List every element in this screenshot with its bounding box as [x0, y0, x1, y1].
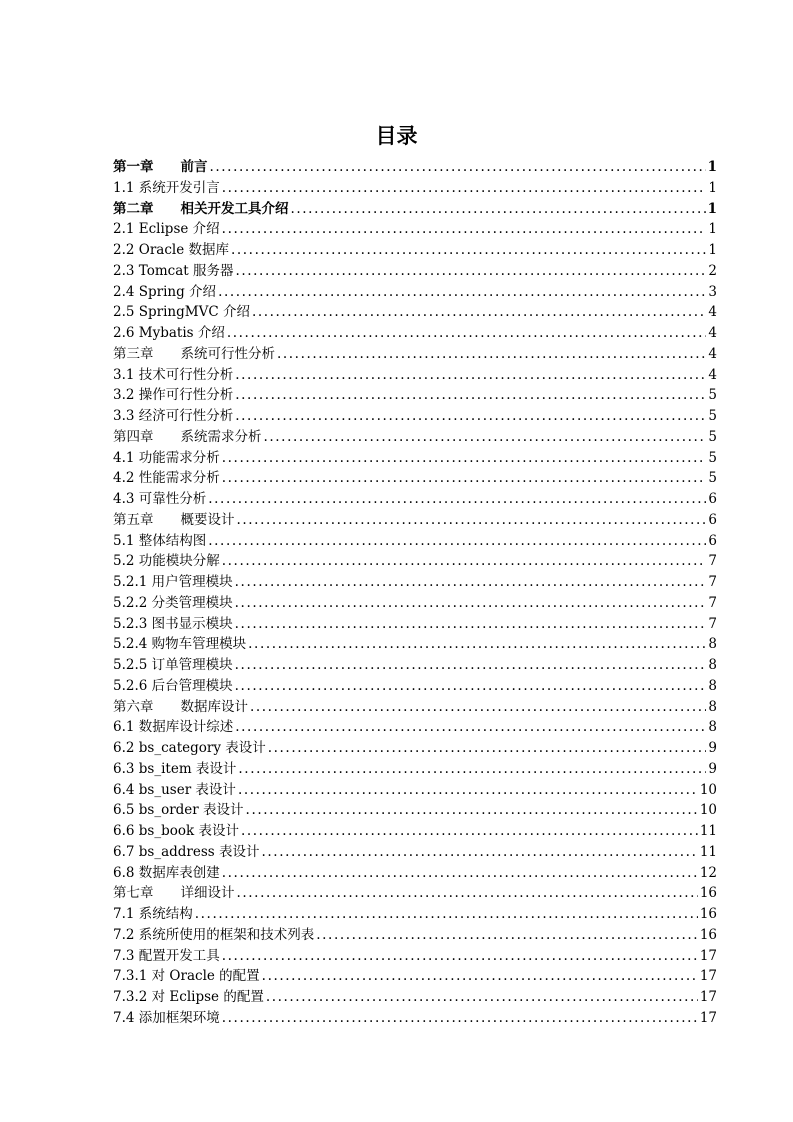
toc-dot-leader — [231, 240, 706, 261]
toc-entry-label: 7.1 系统结构 — [113, 906, 193, 922]
toc-dot-leader — [235, 385, 706, 406]
toc-entry-label: 第一章 前言 — [113, 159, 208, 175]
toc-dot-leader — [208, 489, 706, 510]
toc-entry[interactable] — [113, 199, 717, 220]
toc-entry-label: 5.1 整体结构图 — [113, 532, 207, 549]
toc-dot-leader — [266, 987, 698, 1008]
toc-dot-leader — [218, 282, 706, 303]
toc-dot-leader — [237, 510, 707, 531]
toc-dot-leader — [227, 323, 707, 344]
toc-entry-page: 8 — [708, 698, 717, 715]
toc-dot-leader — [238, 780, 698, 801]
toc-dot-leader — [277, 344, 706, 365]
toc-entry[interactable] — [113, 1008, 717, 1029]
toc-entry-label: 5.2.3 图书显示模块 — [113, 615, 233, 632]
toc-dot-leader — [264, 427, 707, 448]
toc-entry-page: 5 — [708, 408, 717, 424]
toc-entry-page: 5 — [708, 387, 717, 404]
toc-entry[interactable] — [113, 427, 717, 448]
toc-entry[interactable] — [113, 676, 717, 697]
toc-entry-label: 2.6 Mybatis 介绍 — [113, 325, 225, 341]
toc-dot-leader — [238, 759, 706, 780]
toc-dot-leader — [222, 1008, 698, 1029]
toc-entry-label: 4.1 功能需求分析 — [113, 449, 220, 466]
toc-entry-label: 4.3 可靠性分析 — [113, 491, 207, 507]
toc-entry-label: 2.4 Spring 介绍 — [113, 283, 217, 300]
toc-dot-leader — [268, 738, 707, 759]
toc-entry-label: 5.2.4 购物车管理模块 — [113, 636, 247, 653]
toc-entry-page: 7 — [708, 574, 717, 590]
toc-dot-leader — [235, 593, 707, 614]
toc-dot-leader — [222, 178, 707, 199]
toc-entry[interactable] — [113, 634, 717, 655]
toc-entry-page: 12 — [699, 864, 717, 881]
toc-entry-label: 第六章 数据库设计 — [113, 698, 248, 715]
toc-entry-label: 2.2 Oracle 数据库 — [113, 242, 229, 258]
toc-dot-leader — [235, 614, 707, 635]
toc-entry[interactable] — [113, 385, 717, 406]
toc-dot-leader — [208, 531, 706, 552]
toc-dot-leader — [235, 261, 706, 282]
toc-entry-label: 6.2 bs_category 表设计 — [113, 740, 266, 756]
toc-entry-page: 6 — [708, 511, 717, 528]
toc-entry[interactable] — [113, 987, 717, 1008]
toc-entry[interactable] — [113, 448, 717, 469]
toc-entry-label: 2.5 SpringMVC 介绍 — [113, 304, 250, 321]
toc-dot-leader — [316, 925, 698, 946]
toc-dot-leader — [262, 842, 698, 863]
toc-entry[interactable] — [113, 863, 717, 884]
toc-entry-label: 6.7 bs_address 表设计 — [113, 843, 260, 860]
toc-dot-leader — [222, 946, 698, 967]
toc-entry[interactable] — [113, 759, 717, 780]
toc-entry-label: 5.2.2 分类管理模块 — [113, 594, 233, 611]
toc-entry-page: 17 — [699, 1009, 717, 1026]
toc-entry[interactable] — [113, 551, 717, 572]
toc-entry-page: 17 — [699, 989, 717, 1005]
toc-entry-label: 4.2 性能需求分析 — [113, 470, 220, 487]
toc-entry-label: 1.1 系统开发引言 — [113, 179, 220, 196]
toc-entry-page: 7 — [708, 594, 717, 611]
toc-title: 目录 — [375, 124, 418, 148]
toc-entry[interactable] — [113, 697, 717, 718]
toc-entry-label: 5.2.6 后台管理模块 — [113, 677, 233, 694]
toc-entry[interactable] — [113, 572, 717, 593]
toc-entry-label: 3.1 技术可行性分析 — [113, 366, 234, 383]
toc-dot-leader — [250, 697, 706, 718]
toc-dot-leader — [248, 634, 706, 655]
toc-entry-label: 5.2.1 用户管理模块 — [113, 574, 233, 590]
toc-entry-page: 16 — [699, 885, 717, 902]
toc-entry-label: 7.3.2 对 Eclipse 的配置 — [113, 989, 264, 1005]
toc-dot-leader — [291, 199, 706, 220]
toc-entry-label: 6.8 数据库表创建 — [113, 864, 220, 881]
toc-dot-leader — [235, 572, 707, 593]
toc-dot-leader — [235, 655, 707, 676]
toc-entry[interactable] — [113, 655, 717, 676]
toc-entry-page: 1 — [707, 159, 717, 175]
toc-entry-label: 3.3 经济可行性分析 — [113, 408, 234, 424]
toc-entry-page: 8 — [708, 719, 717, 736]
toc-dot-leader — [241, 821, 698, 842]
toc-entry-label: 6.4 bs_user 表设计 — [113, 781, 236, 798]
toc-entry-label: 第二章 相关开发工具介绍 — [113, 200, 289, 217]
toc-entry-page: 7 — [708, 615, 717, 632]
toc-entry[interactable] — [113, 406, 717, 427]
toc-entry[interactable] — [113, 302, 717, 323]
toc-entry-page: 16 — [699, 906, 717, 922]
toc-entry[interactable] — [113, 966, 717, 987]
toc-entry-page: 4 — [708, 304, 717, 321]
toc-entry-page: 17 — [699, 947, 717, 964]
toc-entry[interactable] — [113, 738, 717, 759]
toc-entry[interactable] — [113, 489, 717, 510]
toc-entry-page: 6 — [708, 532, 717, 549]
toc-dot-leader — [235, 406, 706, 427]
toc-entry-page: 1 — [708, 221, 717, 238]
toc-entry[interactable] — [113, 510, 717, 531]
toc-entry[interactable] — [113, 946, 717, 967]
toc-entry-label: 2.3 Tomcat 服务器 — [113, 262, 234, 279]
toc-entry[interactable] — [113, 821, 717, 842]
toc-entry[interactable] — [113, 780, 717, 801]
toc-entry-page: 9 — [708, 740, 717, 756]
toc-dot-leader — [222, 448, 707, 469]
toc-entry-page: 4 — [708, 325, 717, 341]
toc-entry-label: 2.1 Eclipse 介绍 — [113, 221, 220, 238]
toc-entry-page: 10 — [699, 781, 717, 798]
toc-entry-label: 7.3.1 对 Oracle 的配置 — [113, 968, 260, 985]
toc-entry-label: 5.2.5 订单管理模块 — [113, 657, 233, 673]
toc-dot-leader — [246, 800, 698, 821]
toc-entry-page: 5 — [708, 470, 717, 487]
toc-entry-label: 7.2 系统所使用的框架和技术列表 — [113, 926, 315, 943]
toc-entry[interactable] — [113, 282, 717, 303]
toc-entry[interactable] — [113, 883, 717, 904]
toc-entry-page: 9 — [708, 760, 717, 777]
toc-entry-label: 第三章 系统可行性分析 — [113, 345, 275, 362]
toc-dot-leader — [222, 219, 707, 240]
toc-entry-page: 8 — [708, 657, 717, 673]
toc-entry[interactable] — [113, 904, 717, 925]
toc-entry-page: 2 — [708, 262, 717, 279]
toc-entry-page: 1 — [707, 200, 717, 217]
toc-entry[interactable] — [113, 261, 717, 282]
toc-entry[interactable] — [113, 178, 717, 199]
toc-entry-page: 16 — [699, 926, 717, 943]
toc-dot-leader — [252, 302, 706, 323]
toc-entry[interactable] — [113, 157, 717, 178]
toc-entry-page: 10 — [699, 802, 717, 819]
toc-entry-label: 7.4 添加框架环境 — [113, 1009, 220, 1026]
toc-entry-label: 6.1 数据库设计综述 — [113, 719, 234, 736]
toc-entry[interactable] — [113, 323, 717, 344]
toc-entry-label: 6.5 bs_order 表设计 — [113, 802, 244, 819]
toc-entry-page: 6 — [708, 491, 717, 507]
toc-entry-label: 7.3 配置开发工具 — [113, 947, 220, 964]
toc-entry[interactable] — [113, 531, 717, 552]
toc-dot-leader — [222, 468, 707, 489]
toc-dot-leader — [235, 717, 706, 738]
toc-dot-leader — [262, 966, 698, 987]
toc-entry-page: 7 — [708, 553, 717, 570]
toc-entry[interactable] — [113, 800, 717, 821]
toc-entry-page: 17 — [699, 968, 717, 985]
toc-entry[interactable] — [113, 593, 717, 614]
toc-entry[interactable] — [113, 365, 717, 386]
toc-entry-page: 5 — [708, 449, 717, 466]
toc-list — [113, 157, 717, 1029]
toc-entry-page: 5 — [708, 428, 717, 445]
toc-entry[interactable] — [113, 925, 717, 946]
toc-entry-page: 4 — [708, 366, 717, 383]
toc-entry-label: 6.6 bs_book 表设计 — [113, 823, 239, 839]
toc-entry[interactable] — [113, 468, 717, 489]
toc-entry-page: 8 — [708, 677, 717, 694]
toc-entry-page: 1 — [708, 242, 717, 258]
toc-entry[interactable] — [113, 614, 717, 635]
toc-entry-page: 3 — [708, 283, 717, 300]
toc-dot-leader — [235, 676, 707, 697]
toc-entry-label: 3.2 操作可行性分析 — [113, 387, 234, 404]
toc-dot-leader — [210, 157, 706, 178]
toc-entry[interactable] — [113, 219, 717, 240]
toc-entry[interactable] — [113, 344, 717, 365]
toc-dot-leader — [222, 551, 707, 572]
toc-dot-leader — [235, 365, 706, 386]
toc-dot-leader — [237, 883, 698, 904]
toc-entry-label: 第四章 系统需求分析 — [113, 428, 262, 445]
toc-entry[interactable] — [113, 717, 717, 738]
toc-entry-page: 1 — [708, 179, 717, 196]
toc-entry-page: 11 — [699, 843, 717, 860]
toc-dot-leader — [195, 904, 698, 925]
toc-entry-label: 第五章 概要设计 — [113, 511, 235, 528]
toc-entry[interactable] — [113, 842, 717, 863]
toc-entry-page: 8 — [708, 636, 717, 653]
toc-entry-page: 11 — [699, 823, 717, 839]
toc-entry-label: 5.2 功能模块分解 — [113, 553, 220, 570]
toc-dot-leader — [222, 863, 698, 884]
toc-entry-label: 第七章 详细设计 — [113, 885, 235, 902]
toc-entry-label: 6.3 bs_item 表设计 — [113, 760, 237, 777]
toc-entry[interactable] — [113, 240, 717, 261]
toc-entry-page: 4 — [708, 345, 717, 362]
